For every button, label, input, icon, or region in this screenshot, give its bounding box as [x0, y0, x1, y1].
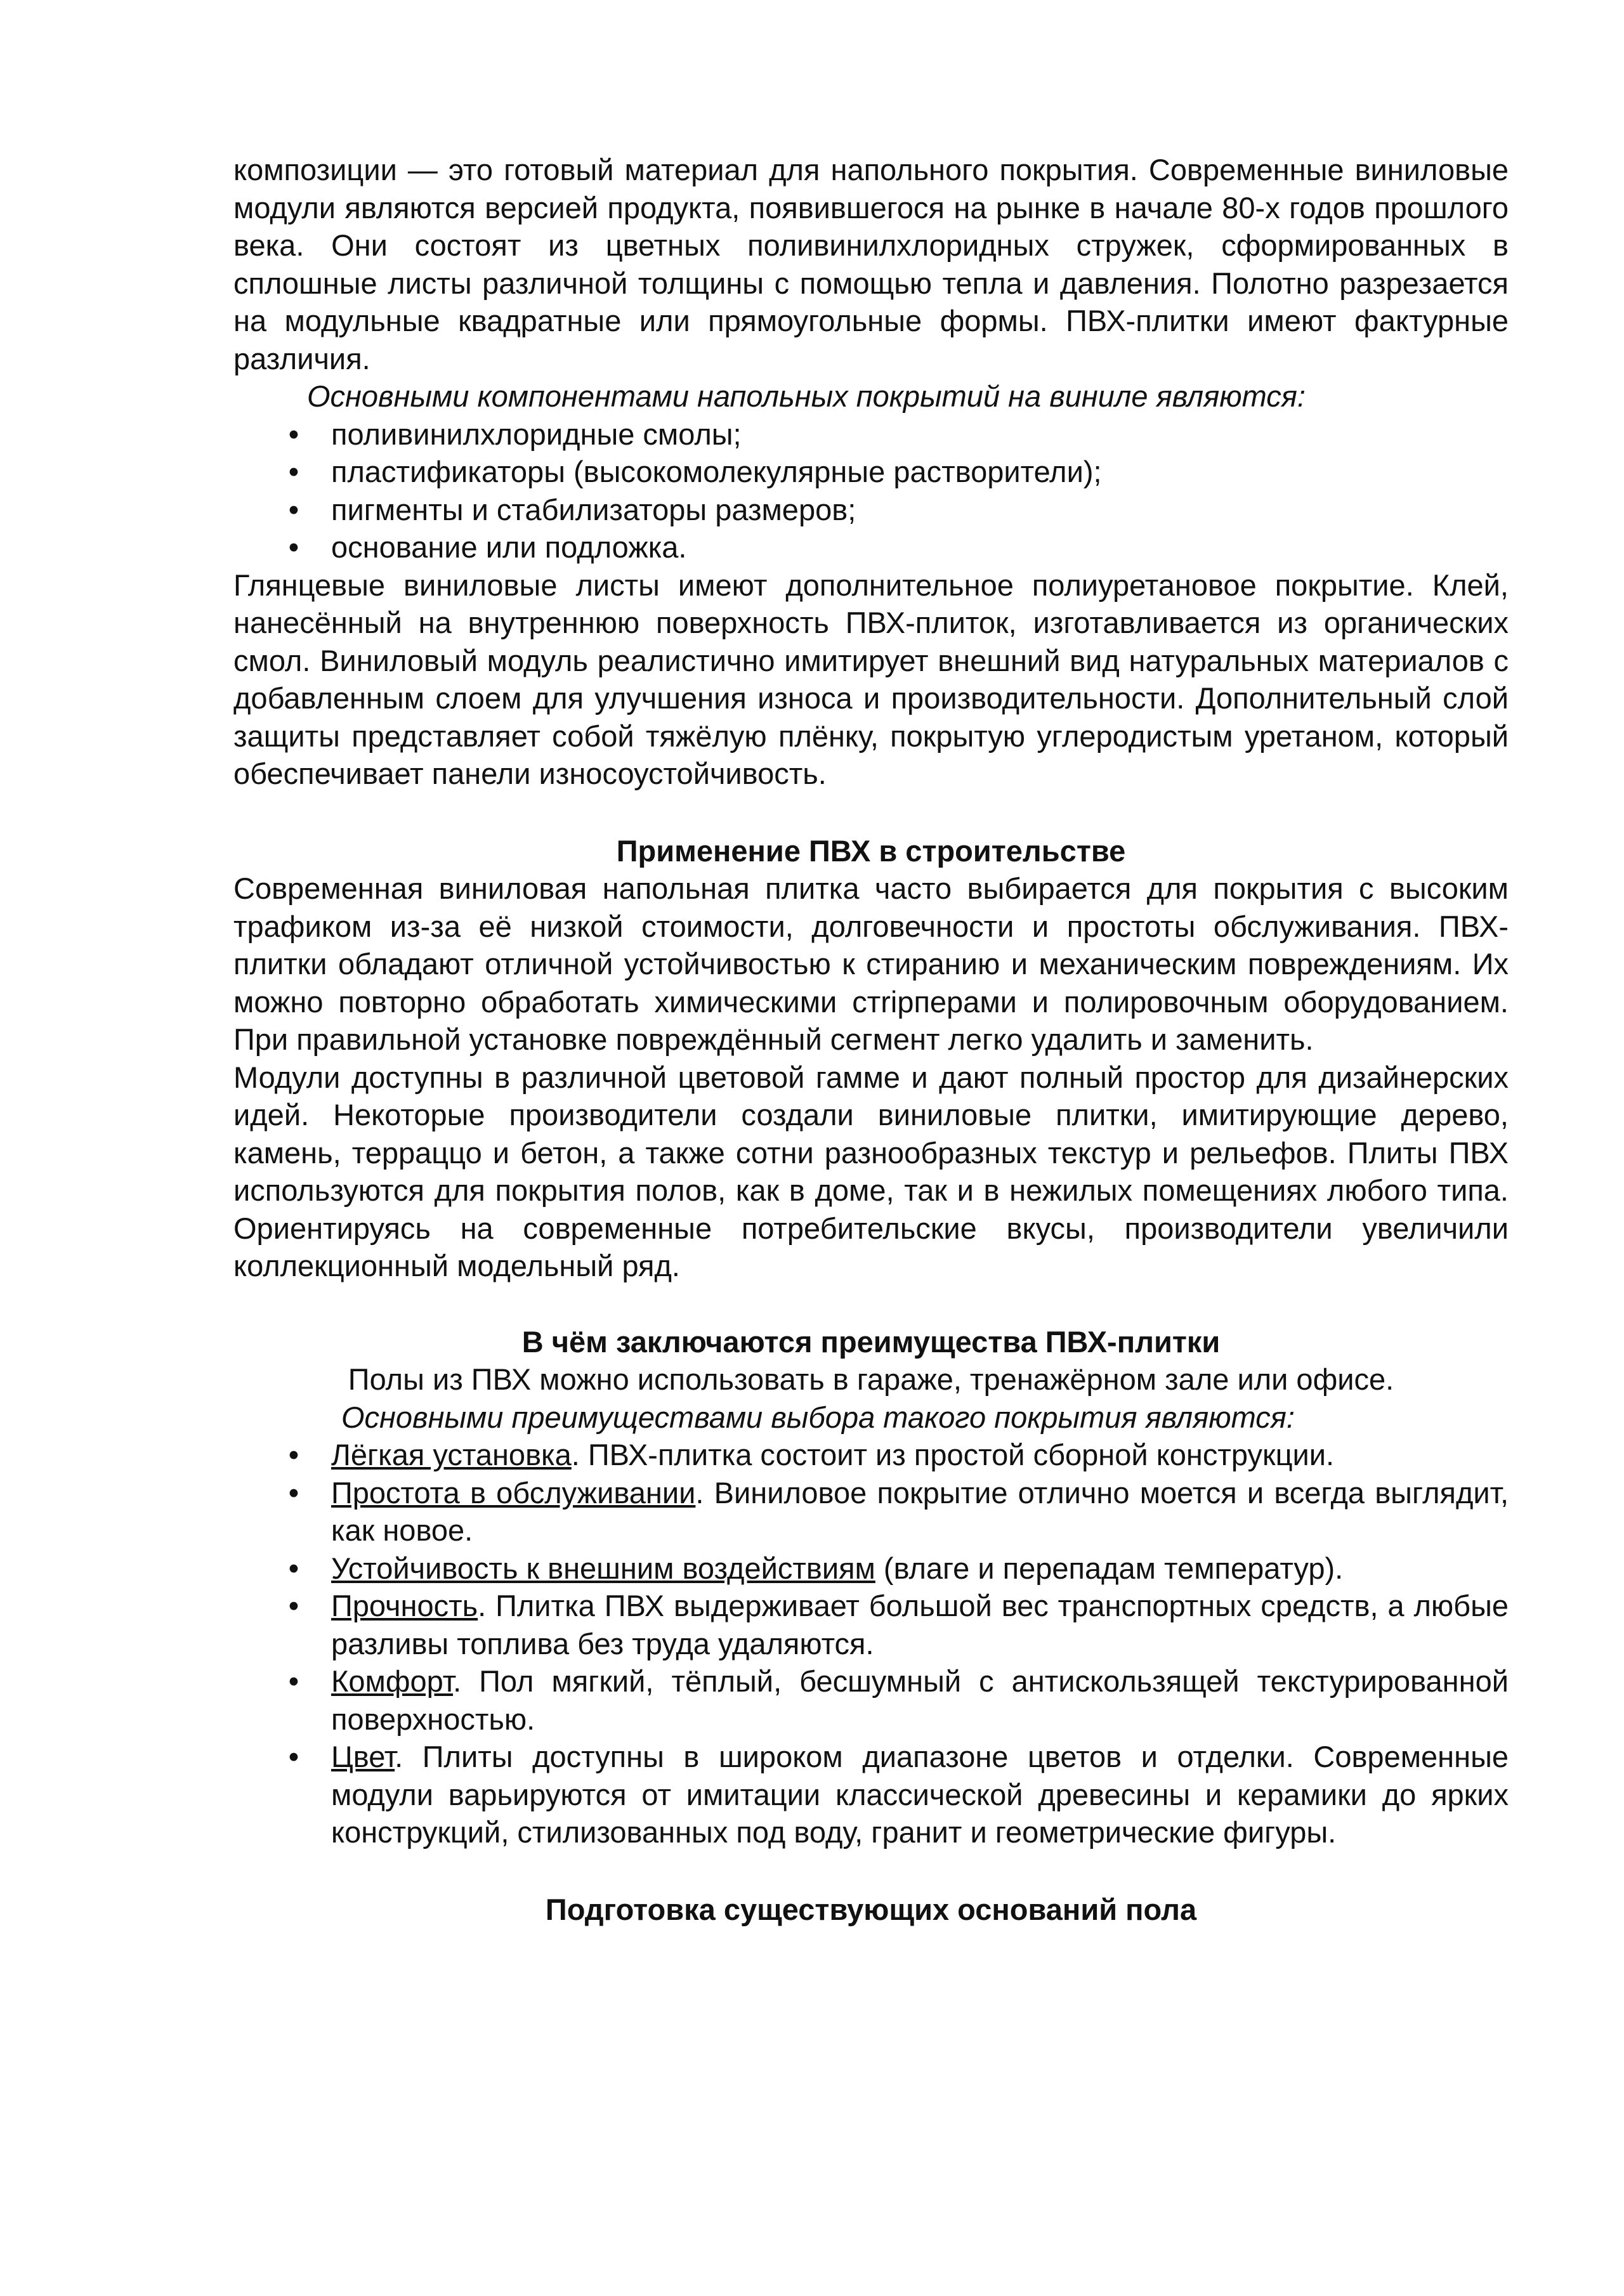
components-list — [233, 415, 1509, 566]
advantage-term: Цвет — [331, 1740, 395, 1773]
list-item: • Лёгкая установка. ПВХ-плитка состоит из простой сборной конструкции. — [233, 1436, 1509, 1474]
bullet-icon: • — [288, 1475, 299, 1510]
advantages-lead: Полы из ПВХ можно использовать в гараже, тренажёрном зале или офисе. — [348, 1362, 1394, 1396]
section-heading-advantages: В чём заключаются преимущества ПВХ-плитки — [521, 1324, 1221, 1359]
bullet-icon: • — [288, 455, 299, 488]
advantage-term: Лёгкая установка — [331, 1438, 572, 1471]
bullet-icon: • — [288, 1438, 299, 1471]
list-item: • основание или подложка. — [233, 528, 1509, 566]
advantage-term: Устойчивость к внешним воздействиям — [331, 1551, 875, 1585]
list-item: • Прочность. Плитка ПВХ выдерживает большой вес транспортных средств, а любые разливы топлива без труда удаляются. — [233, 1587, 1509, 1662]
document-body — [233, 151, 1509, 1928]
application-paragraph-1: Современная виниловая напольная плитка часто выбирается для покрытия с высоким трафиком из-за её низкой стоимости, долговечности и простоты обслуживания. ПВХ-плитки обладают отличной устойчивостью к стиранию и механическим повреждениям. Их можно повторно обработать химическими стripперами и полировочным оборудованием. При правильной установке повреждённый сегмент легко удалить и заменить. — [233, 871, 1509, 1056]
advantage-term: Простота в обслуживании — [331, 1475, 696, 1510]
bullet-icon: • — [288, 492, 299, 526]
bullet-icon: • — [288, 530, 299, 564]
advantages-intro: Основными преимуществами выбора такого покрытия являются: — [341, 1400, 1295, 1434]
bullet-icon: • — [288, 1551, 299, 1585]
bullet-icon: • — [288, 417, 299, 451]
bullet-icon: • — [288, 1589, 299, 1622]
components-intro: Основными компонентами напольных покрытий на виниле являются: — [307, 379, 1306, 413]
advantage-term: Прочность — [331, 1589, 478, 1622]
bullet-icon: • — [288, 1740, 299, 1773]
section-heading-preparation: Подготовка существующих оснований пола — [545, 1892, 1197, 1926]
list-item: • Устойчивость к внешним воздействиям (влаге и перепадам температур). — [233, 1549, 1509, 1588]
list-item: • Комфорт. Пол мягкий, тёплый, бесшумный с антискользящей текстурированной поверхностью. — [233, 1662, 1509, 1738]
list-item: • Цвет. Плиты доступны в широком диапазоне цветов и отделки. Современные модули варьируются от имитации классической древесины и керамики до ярких конструкций, стилизованных под воду, гранит и геометрические фигуры. — [233, 1738, 1509, 1851]
list-item: • пигменты и стабилизаторы размеров; — [233, 491, 1509, 529]
advantages-list — [233, 1436, 1509, 1851]
list-item: • поливинилхлоридные смолы; — [233, 415, 1509, 453]
intro-paragraph: композиции — это готовый материал для напольного покрытия. Современные виниловые модули являются версией продукта, появившегося на рынке в начале 80-х годов прошлого века. Они состоят из цветных поливинилхлоридных стружек, сформированных в сплошные листы различной толщины с помощью тепла и давления. Полотно разрезается на модульные квадратные или прямоугольные формы. ПВХ-плитки имеют фактурные различия. — [233, 153, 1509, 375]
section-heading-application: Применение ПВХ в строительстве — [616, 833, 1126, 868]
advantage-term: Комфорт — [331, 1664, 454, 1698]
intro-paragraph-2: Глянцевые виниловые листы имеют дополнительное полиуретановое покрытие. Клей, нанесённый на внутреннюю поверхность ПВХ-плиток, изготавливается из органических смол. Виниловый модуль реалистично имитирует внешний вид натуральных материалов с добавленным слоем для улучшения износа и производительности. Дополнительный слой защиты представляет собой тяжёлую плёнку, покрытую углеродистым уретаном, который обеспечивает панели износоустойчивость. — [233, 568, 1509, 790]
bullet-icon: • — [288, 1664, 299, 1698]
list-item: • Простота в обслуживании. Виниловое покрытие отлично моется и всегда выглядит, как новое. — [233, 1474, 1509, 1549]
list-item: • пластификаторы (высокомолекулярные растворители); — [233, 453, 1509, 491]
application-paragraph-2: Модули доступны в различной цветовой гамме и дают полный простор для дизайнерских идей. Некоторые производители создали виниловые плитки, имитирующие дерево, камень, терраццо и бетон, а также сотни разнообразных текстур и рельефов. Плиты ПВХ используются для покрытия полов, как в доме, так и в нежилых помещениях любого типа. Ориентируясь на современные потребительские вкусы, производители увеличили коллекционный модельный ряд. — [233, 1060, 1509, 1282]
